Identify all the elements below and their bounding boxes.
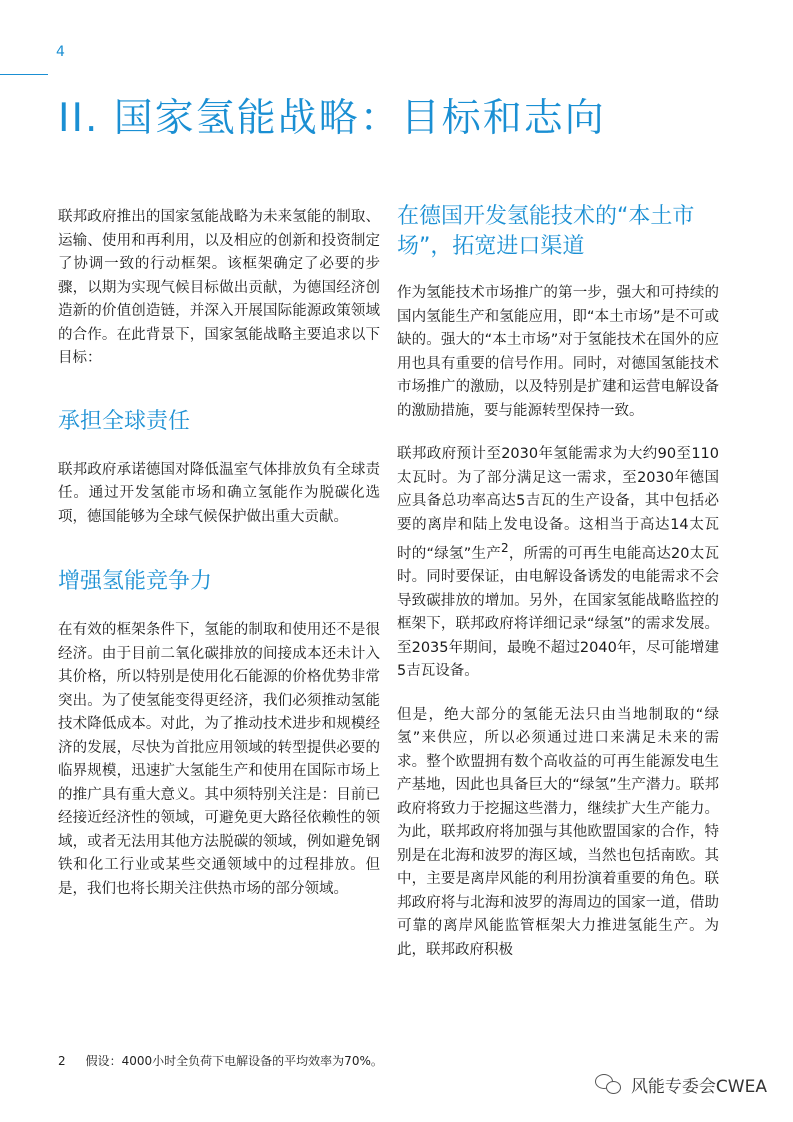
watermark xyxy=(595,1072,767,1097)
section-heading-global-responsibility: 承担全球责任 xyxy=(58,408,191,434)
section-heading-competitiveness: 增强氢能竞争力 xyxy=(58,569,213,594)
global-responsibility-paragraph: 联邦政府承诺德国对降低温室气体排放负有全球责任。通过开发氢能市场和确立氢能作为脱碳化选项，德国能够为全球气候保护做出重大贡献。 xyxy=(58,461,380,525)
right-column xyxy=(397,202,719,962)
wechat-icon xyxy=(595,1074,623,1096)
header-rule xyxy=(0,74,48,75)
page-title: II. 国家氢能战略：目标和志向 xyxy=(58,96,606,141)
demand-forecast-text-start: 联邦政府预计至2030年氢能需求为大约90至110太瓦时。为了部分满足这一需求，至2030年德国应具备总功率高达5吉瓦的生产设备，其中包括必要的离岸和陆上发电设备。这相当于高达14太瓦时的“绿氢”生产 xyxy=(397,446,719,562)
home-market-paragraph: 作为氢能技术市场推广的第一步，强大和可持续的国内氢能生产和氢能应用，即“本土市场”是不可或缺的。强大的“本土市场”对于氢能技术在国外的应用也具有重要的信号作用。同时，对德国氢能技术市场推广的激励，以及特别是扩建和运营电解设备的激励措施，要与能源转型保持一致。 xyxy=(397,285,719,419)
section-heading-home-market: 在德国开发氢能技术的“本土市场”，拓宽进口渠道 xyxy=(397,204,695,259)
footnote-number: 2 xyxy=(58,1054,66,1068)
demand-forecast-paragraph xyxy=(397,443,719,684)
footnote-reference: 2 xyxy=(500,541,509,555)
page-number: 4 xyxy=(56,44,65,60)
footnote xyxy=(58,1052,383,1069)
demand-forecast-text-end: ，所需的可再生电能高达20太瓦时。同时要保证，由电解设备诱发的电能需求不会导致碳排放的增加。另外，在国家氢能战略监控的框架下，联邦政府将详细记录“绿氢”的需求发展。至2035年期间，最晚不超过2040年，尽可能增建5吉瓦设备。 xyxy=(397,545,719,680)
imports-paragraph: 但是，绝大部分的氢能无法只由当地制取的“绿氢”来供应，所以必须通过进口来满足未来的需求。整个欧盟拥有数个高收益的可再生能源发电生产基地，因此也具备巨大的“绿氢”生产潜力。联邦政府将致力于挖掘这些潜力，继续扩大生产能力。为此，联邦政府将加强与其他欧盟国家的合作，特别是在北海和波罗的海区域，当然也包括南欧。其中，主要是离岸风能的利用扮演着重要的角色。联邦政府将与北海和波罗的海周边的国家一道，借助可靠的离岸风能监管框架大力推进氢能生产。为此，联邦政府积极 xyxy=(397,706,719,958)
intro-paragraph: 联邦政府推出的国家氢能战略为未来氢能的制取、运输、使用和再利用，以及相应的创新和投资制定了协调一致的行动框架。该框架确定了必要的步骤，以期为实现气候目标做出贡献，为德国经济创造新的价值创造链，并深入开展国际能源政策领域的合作。在此背景下，国家氢能战略主要追求以下目标： xyxy=(58,209,380,366)
competitiveness-paragraph: 在有效的框架条件下，氢能的制取和使用还不是很经济。由于目前二氧化碳排放的间接成本还未计入其价格，所以特别是使用化石能源的价格优势非常突出。为了使氢能变得更经济，我们必须推动氢能技术降低成本。对此，为了推动技术进步和规模经济的发展，尽快为首批应用领域的转型提供必要的临界规模，迅速扩大氢能生产和使用在国际市场上的推广具有重大意义。其中须特别关注是：目前已经接近经济性的领域，可避免更大路径依赖性的领域，或者无法用其他方法脱碳的领域，例如避免钢铁和化工行业或某些交通领域中的过程排放。但是，我们也将长期关注供热市场的部分领域。 xyxy=(58,622,380,897)
watermark-text: 风能专委会CWEA xyxy=(630,1077,767,1097)
footnote-text: 假设：4000小时全负荷下电解设备的平均效率为70%。 xyxy=(85,1054,383,1068)
left-column xyxy=(58,206,380,901)
